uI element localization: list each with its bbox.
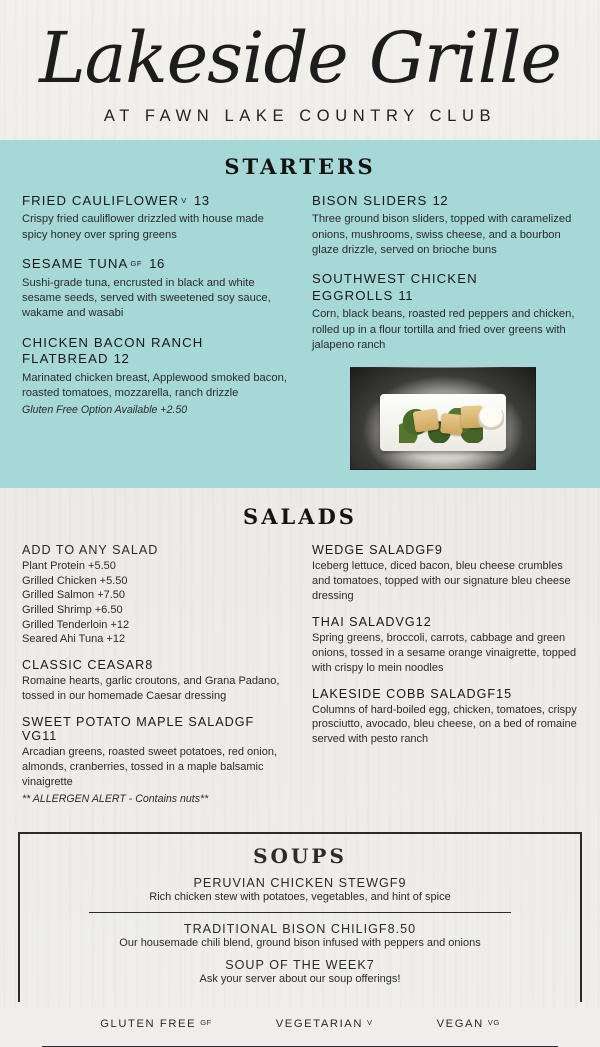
menu-item (22, 335, 288, 416)
menu-item-description: Three ground bison sliders, topped with caramelized onions, mushrooms, swiss cheese, and a bourbon glaze drizzle, served on brioche buns (312, 213, 572, 256)
dipping-sauce-shape (478, 406, 504, 430)
diet-tag: GF VG (22, 715, 255, 744)
menu-item (312, 271, 578, 353)
menu-item-title: SOUTHWEST CHICKEN EGGROLLS (312, 271, 478, 303)
eggroll-shape (412, 409, 439, 433)
menu-item-description: Crispy fried cauliflower drizzled with house made spicy honey over spring greens (22, 213, 264, 241)
starters-left-column (22, 193, 288, 470)
legend-gluten-free (100, 1018, 211, 1030)
menu-item-name (22, 658, 288, 672)
diet-tag: VG (395, 614, 416, 629)
menu-item-description: Columns of hard-boiled egg, chicken, tomatoes, crispy prosciutto, avocado, bleu cheese, on a bed of romaine served with pesto ranch (312, 703, 577, 746)
legend-label: VEGETARIAN (275, 1017, 364, 1030)
list-item: Seared Ahi Tuna +12 (22, 633, 126, 646)
menu-item-description: Sushi-grade tuna, encrusted in black and white sesame seeds, served with sweetened soy sauce, wakame and wasabi (22, 276, 271, 320)
menu-item-name (312, 687, 578, 701)
menu-item-name (30, 922, 570, 936)
menu-item-title: SESAME TUNA (22, 256, 129, 271)
menu-item-name (312, 193, 578, 210)
menu-item-description: Marinated chicken breast, Applewood smoked bacon, roasted tomatoes, mozzarella, ranch drizzle (22, 371, 287, 400)
menu-item-name (22, 256, 288, 273)
diet-tag: GF (476, 686, 497, 701)
list-item: Plant Protein +5.50 (22, 559, 116, 572)
menu-item-title: TRADITIONAL BISON CHILI (183, 921, 369, 936)
menu-item (312, 615, 578, 676)
addons-title: ADD TO ANY SALAD (22, 542, 159, 557)
menu-item-description: Ask your server about our soup offerings! (199, 972, 401, 985)
menu-item (22, 193, 288, 243)
list-item: Grilled Chicken +5.50 (22, 574, 128, 587)
salads-columns (0, 543, 600, 816)
allergen-alert: ** ALLERGEN ALERT - Contains nuts** (22, 792, 209, 805)
menu-item (312, 687, 578, 748)
diet-tag: GF (368, 921, 388, 936)
restaurant-subtitle: AT FAWN LAKE COUNTRY CLUB (103, 106, 497, 125)
restaurant-name: Lakeside Grille (39, 17, 561, 99)
menu-item (312, 543, 578, 604)
diet-tag: V (181, 195, 187, 205)
menu-item-title: SOUP OF THE WEEK (225, 957, 367, 972)
menu-item-title: PERUVIAN CHICKEN STEW (193, 875, 379, 890)
menu-item-title: CHICKEN BACON RANCH FLATBREAD (22, 334, 204, 367)
list-item: Grilled Salmon +7.50 (22, 589, 126, 602)
menu-item-price: 12 (432, 192, 449, 208)
vegetarian-icon: V (367, 1017, 373, 1027)
menu-item (312, 193, 578, 259)
diet-legend (0, 1002, 600, 1044)
starters-right-column (312, 193, 578, 470)
menu-item-price: 12 (415, 614, 432, 629)
menu-item-title: WEDGE SALAD (312, 542, 416, 557)
salads-right-column (312, 543, 578, 816)
menu-item-description: Corn, black beans, roasted red peppers and chicken, rolled up in a flour tortilla and fried over greens with jalapeno ranch (312, 308, 575, 352)
soups-title: SOUPS (253, 843, 347, 868)
menu-item-name (312, 615, 578, 629)
list-item: Grilled Shrimp +6.50 (22, 604, 123, 617)
menu-item (30, 958, 570, 985)
menu-item-title: SWEET POTATO MAPLE SALAD (22, 715, 235, 730)
salads-title: SALADS (243, 503, 357, 529)
menu-item-price: 8.50 (387, 921, 417, 936)
menu-item-price: 8 (145, 658, 154, 673)
menu-header (0, 0, 600, 140)
menu-item-description: Iceberg lettuce, diced bacon, bleu cheese crumbles and tomatoes, topped with our signature bleu cheese dressing (312, 559, 571, 602)
legend-vegetarian (276, 1018, 373, 1030)
starters-section (0, 140, 600, 488)
menu-item-price: 15 (496, 686, 513, 701)
menu-item-name (22, 193, 288, 210)
menu-item-price: 9 (434, 542, 443, 557)
menu-item-description: Romaine hearts, garlic croutons, and Grana Padano, tossed in our homemade Caesar dressing (22, 675, 280, 703)
vegan-icon: VG (487, 1017, 500, 1027)
salads-section (0, 488, 600, 826)
list-item: Grilled Tenderloin +12 (22, 618, 130, 631)
diet-tag: GF (415, 542, 435, 557)
diet-tag: GF (130, 259, 143, 268)
menu-item-note: Gluten Free Option Available +2.50 (22, 403, 188, 416)
legend-label: VEGAN (436, 1017, 484, 1030)
menu-item-title: FRIED CAULIFLOWER (22, 192, 180, 208)
menu-item (22, 658, 288, 704)
divider (89, 912, 510, 913)
diet-tag: GF (378, 875, 399, 890)
salads-left-column (22, 543, 288, 816)
menu-item-title: BISON SLIDERS (312, 192, 428, 208)
menu-item-description: Rich chicken stew with potatoes, vegetables, and hint of spice (149, 890, 451, 903)
menu-item-title: LAKESIDE COBB SALAD (312, 686, 477, 701)
menu-item-description: Spring greens, broccoli, carrots, cabbage and green onions, tossed in a sesame orange vinaigrette, topped with crispy lo mein noodles (312, 631, 577, 674)
soups-section (18, 832, 582, 1002)
legend-vegan (437, 1018, 500, 1030)
food-photo (350, 367, 536, 470)
menu-item-price: 12 (113, 351, 130, 367)
menu-item-price: 7 (366, 957, 375, 972)
menu-item (30, 922, 570, 949)
menu-item-price: 13 (193, 192, 210, 208)
legend-label: GLUTEN FREE (100, 1017, 197, 1030)
menu-item-price: 11 (42, 729, 58, 744)
menu-item (22, 256, 288, 322)
gluten-free-icon: GF (200, 1017, 212, 1027)
menu-item-name (312, 543, 578, 557)
menu-item-price: 9 (398, 875, 407, 890)
menu-item-title: CLASSIC CEASAR (22, 658, 146, 673)
menu-item-name (22, 335, 288, 368)
menu-item (30, 876, 570, 903)
menu-item-description: Arcadian greens, roasted sweet potatoes, red onion, almonds, cranberries, tossed in a maple balsamic vinaigrette (22, 746, 277, 789)
addons-list (22, 559, 288, 647)
menu-item-description: Our housemade chili blend, ground bison infused with peppers and onions (119, 936, 481, 949)
menu-item (22, 715, 288, 805)
menu-item-name (22, 715, 288, 743)
starters-columns (0, 193, 600, 470)
starters-title: STARTERS (224, 153, 376, 179)
menu-item-name (30, 958, 570, 972)
menu-item-title: THAI SALAD (312, 614, 396, 629)
menu-item-price: 16 (149, 256, 165, 271)
menu-item-price: 11 (398, 287, 414, 303)
menu-item-name (312, 271, 578, 304)
menu-item-name (30, 876, 570, 890)
